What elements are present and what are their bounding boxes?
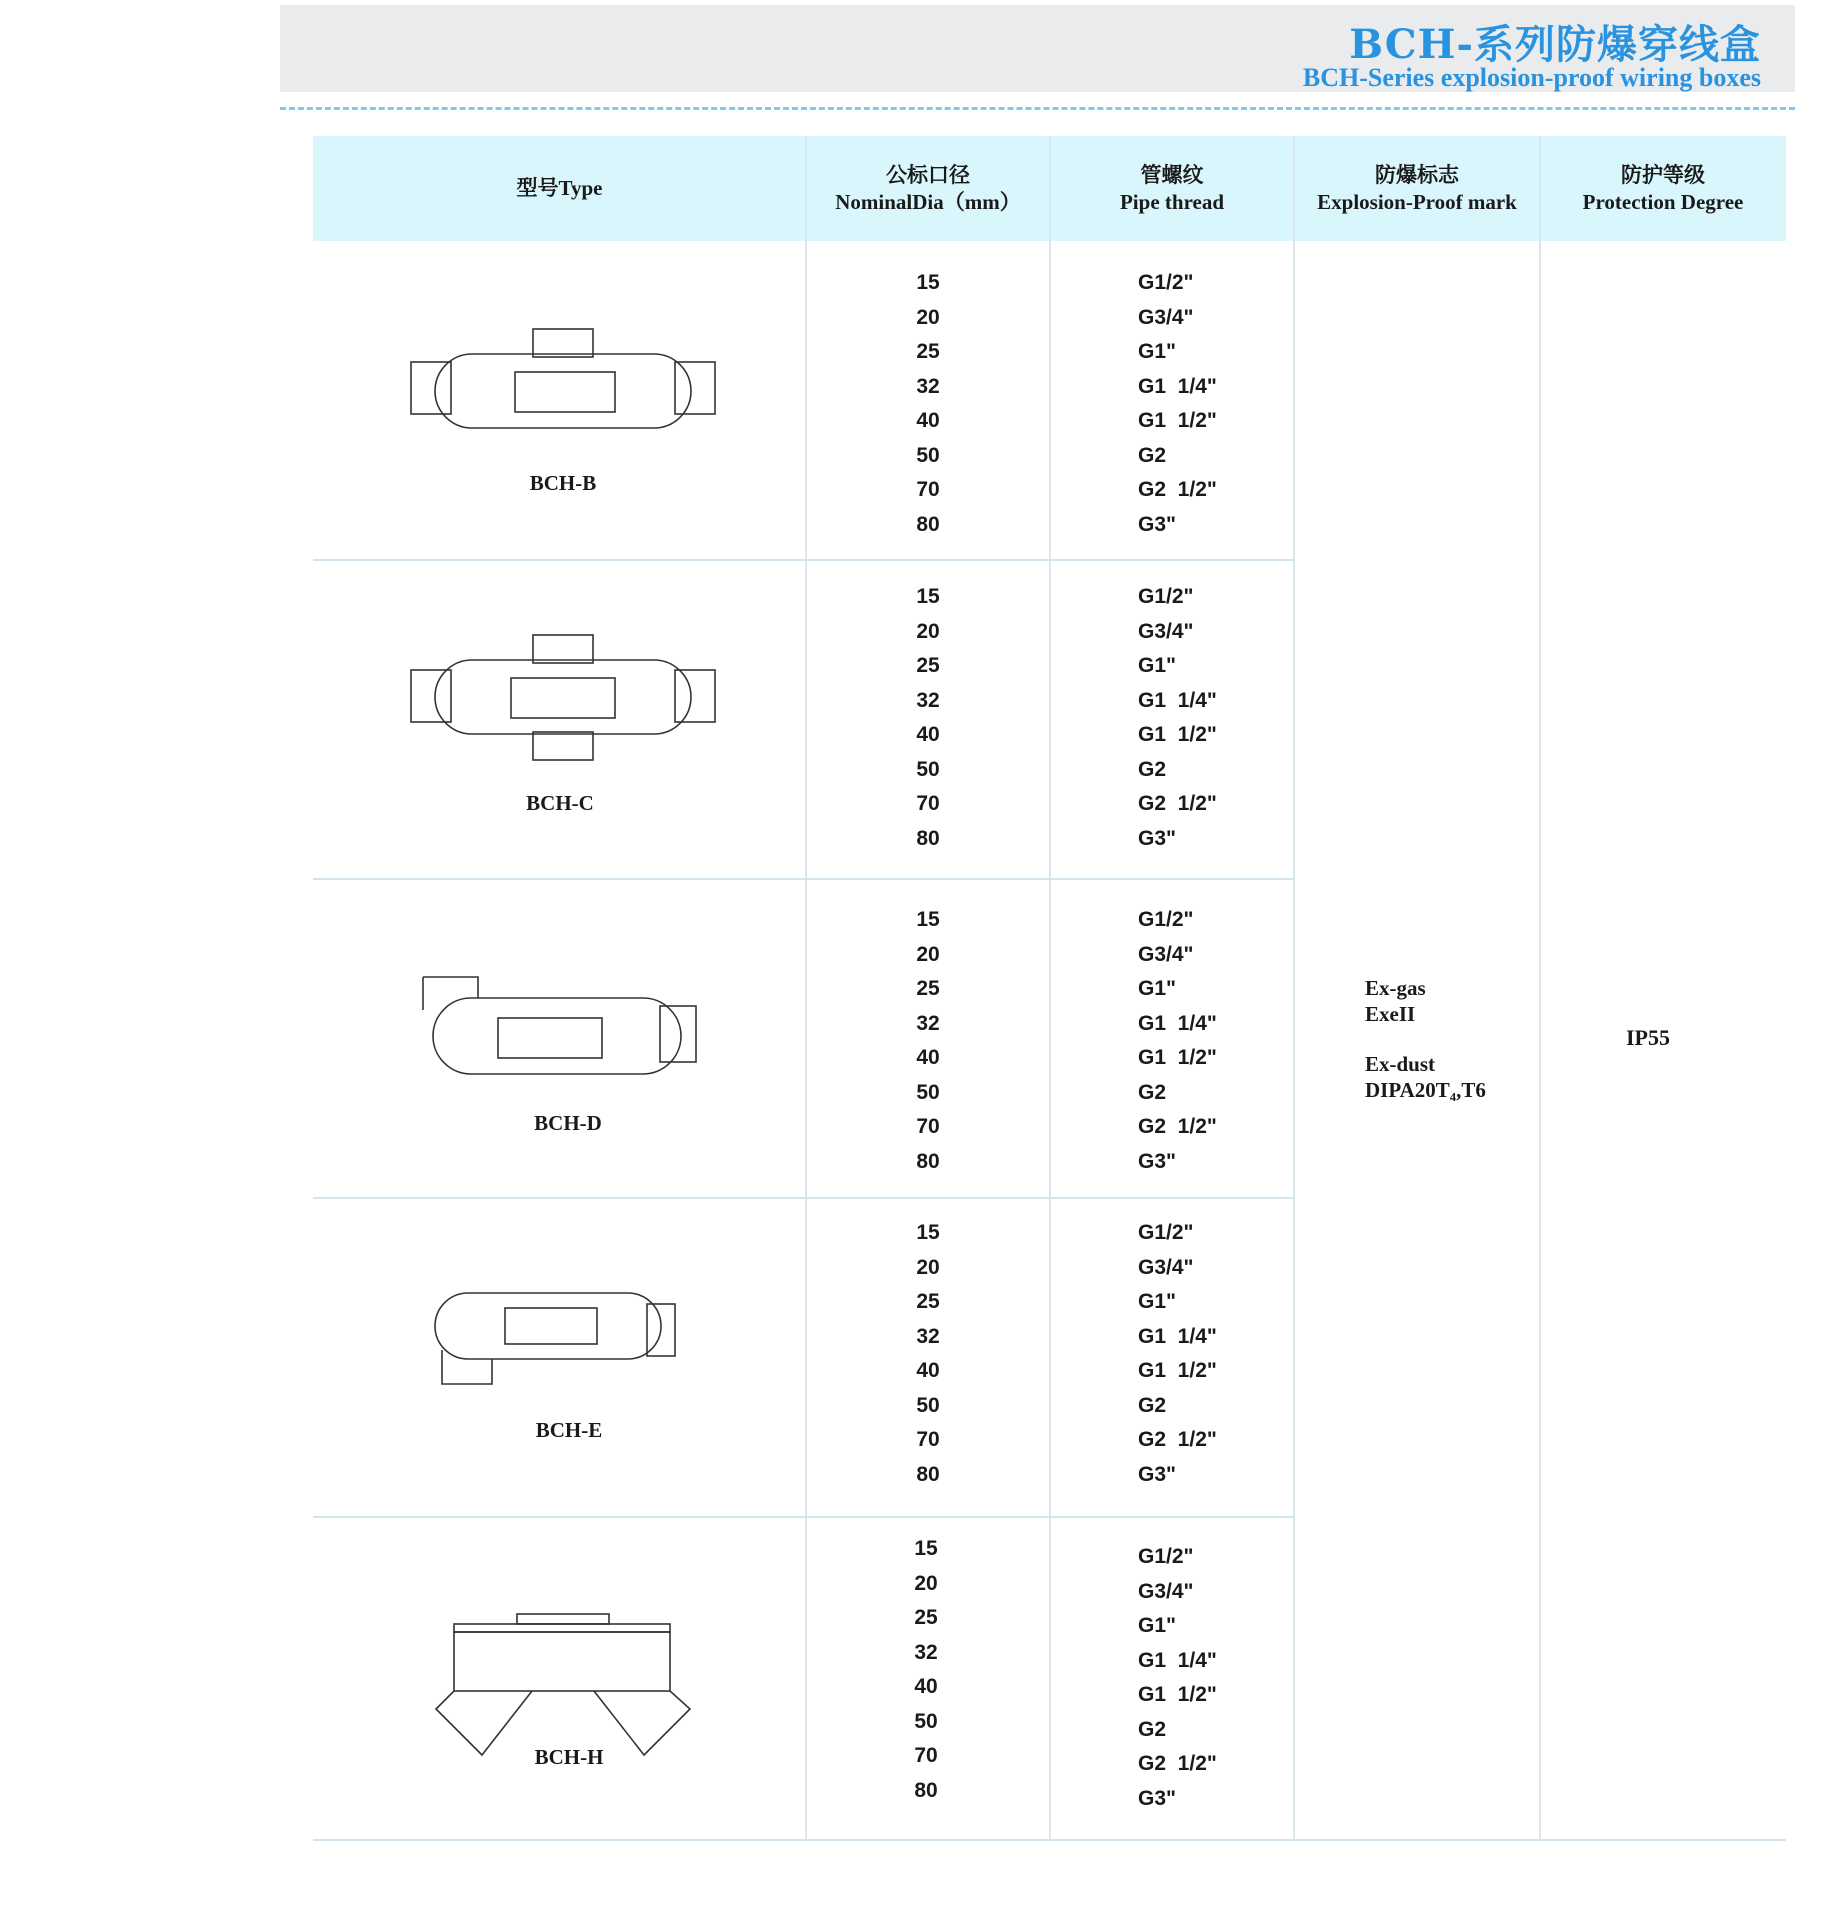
thread-value: G1" xyxy=(1138,1290,1176,1313)
header-nominal xyxy=(806,136,1050,241)
thread-value: G2 1/2" xyxy=(1138,1115,1217,1138)
header-type xyxy=(313,136,806,241)
diameter-value: 15 xyxy=(916,1221,940,1244)
row-divider xyxy=(313,1516,1295,1518)
diameter-value: 20 xyxy=(916,942,940,966)
dashed-divider xyxy=(280,107,1795,110)
diameter-value: 25 xyxy=(916,654,940,677)
diameter-value: 70 xyxy=(914,1744,938,1767)
title-banner xyxy=(280,5,1795,92)
bch-e-diagram xyxy=(432,1290,702,1400)
page-title: BCH-系列防爆穿线盒 xyxy=(1349,21,1761,68)
diameter-list xyxy=(873,266,983,542)
diameter-value: 80 xyxy=(916,1462,940,1486)
thread-value: G2 1/2" xyxy=(1138,478,1217,501)
diameter-value: 70 xyxy=(916,1115,940,1138)
protection-degree-value: IP55 xyxy=(1626,1025,1670,1050)
explosion-proof-mark xyxy=(1365,975,1535,1103)
mark-line: ExeII xyxy=(1365,1002,1416,1026)
grid-line xyxy=(1049,136,1051,1840)
thread-value: G3/4" xyxy=(1138,1255,1194,1279)
grid-line xyxy=(1293,136,1295,1840)
diameter-value: 32 xyxy=(916,374,940,398)
diameter-value: 25 xyxy=(916,1290,940,1313)
mark-line: Ex-gas xyxy=(1365,976,1426,1000)
thread-list xyxy=(1138,1216,1278,1492)
type-label-bch-h: BCH-H xyxy=(534,1745,604,1769)
grid-line xyxy=(1539,136,1541,1840)
table-bottom-line xyxy=(313,1839,1786,1841)
header-protection xyxy=(1540,136,1786,241)
diameter-value: 20 xyxy=(916,1255,940,1279)
header-thread-cn: 管螺纹 xyxy=(1140,162,1204,187)
thread-list xyxy=(1138,580,1278,856)
thread-value: G3" xyxy=(1138,1786,1176,1810)
thread-value: G1" xyxy=(1138,340,1176,363)
thread-value: G1" xyxy=(1138,654,1176,677)
header-nominal-en: NominalDia（mm） xyxy=(835,189,1021,214)
thread-list xyxy=(1138,903,1278,1179)
thread-value: G1/2" xyxy=(1138,585,1194,608)
header-mark-en: Explosion-Proof mark xyxy=(1317,189,1517,214)
diameter-value: 25 xyxy=(916,340,940,363)
thread-value: G1" xyxy=(1138,1614,1176,1637)
thread-value: G1 1/2" xyxy=(1138,1359,1217,1382)
diameter-value: 15 xyxy=(916,908,940,931)
row-divider xyxy=(313,878,1295,880)
diameter-value: 32 xyxy=(914,1640,938,1664)
bch-d-diagram xyxy=(420,974,710,1084)
diameter-value: 70 xyxy=(916,1428,940,1451)
thread-value: G2 1/2" xyxy=(1138,1752,1217,1775)
diameter-value: 15 xyxy=(916,585,940,608)
diameter-value: 15 xyxy=(914,1537,938,1560)
thread-value: G1 1/2" xyxy=(1138,723,1217,746)
diameter-value: 50 xyxy=(916,1080,940,1104)
row-divider xyxy=(313,559,1295,561)
thread-value: G3/4" xyxy=(1138,619,1194,643)
type-label-bch-e: BCH-E xyxy=(535,1418,603,1442)
thread-value: G2 xyxy=(1138,443,1167,467)
diameter-value: 40 xyxy=(914,1675,938,1698)
diameter-list xyxy=(873,903,983,1179)
thread-value: G3" xyxy=(1138,1462,1176,1486)
thread-value: G1" xyxy=(1138,977,1176,1000)
diameter-value: 40 xyxy=(916,1046,940,1069)
thread-value: G1/2" xyxy=(1138,271,1194,294)
diameter-list xyxy=(871,1532,981,1808)
diameter-value: 32 xyxy=(916,688,940,712)
diameter-value: 80 xyxy=(916,512,940,536)
header-type-label: 型号Type xyxy=(516,176,603,200)
header-mark xyxy=(1294,136,1540,241)
diameter-value: 25 xyxy=(916,977,940,1000)
thread-value: G3" xyxy=(1138,1149,1176,1173)
bch-b-diagram xyxy=(408,326,718,436)
thread-value: G1/2" xyxy=(1138,1545,1194,1568)
thread-value: G3/4" xyxy=(1138,305,1194,329)
type-label-bch-c: BCH-C xyxy=(526,791,594,815)
thread-value: G1/2" xyxy=(1138,908,1194,931)
diameter-value: 50 xyxy=(914,1709,938,1733)
header-protection-en: Protection Degree xyxy=(1582,189,1744,214)
header-nominal-cn: 公标口径 xyxy=(886,162,970,187)
diameter-value: 20 xyxy=(916,305,940,329)
thread-value: G2 1/2" xyxy=(1138,792,1217,815)
thread-value: G2 xyxy=(1138,757,1167,781)
diameter-list xyxy=(873,1216,983,1492)
thread-value: G1 1/4" xyxy=(1138,1324,1217,1348)
thread-list xyxy=(1138,1540,1278,1816)
thread-value: G1 1/4" xyxy=(1138,374,1217,398)
diameter-value: 40 xyxy=(916,723,940,746)
diameter-value: 50 xyxy=(916,443,940,467)
diameter-value: 40 xyxy=(916,1359,940,1382)
diameter-value: 25 xyxy=(914,1606,938,1629)
thread-value: G3" xyxy=(1138,512,1176,536)
diameter-value: 50 xyxy=(916,1393,940,1417)
type-label-bch-d: BCH-D xyxy=(534,1111,602,1135)
diameter-value: 70 xyxy=(916,792,940,815)
diameter-value: 20 xyxy=(914,1571,938,1595)
thread-value: G2 xyxy=(1138,1717,1167,1741)
thread-value: G1 1/4" xyxy=(1138,688,1217,712)
diameter-value: 32 xyxy=(916,1324,940,1348)
thread-value: G2 xyxy=(1138,1393,1167,1417)
thread-list xyxy=(1138,266,1278,542)
thread-value: G3/4" xyxy=(1138,942,1194,966)
diameter-value: 80 xyxy=(916,826,940,850)
thread-value: G2 1/2" xyxy=(1138,1428,1217,1451)
type-label-bch-b: BCH-B xyxy=(529,471,597,495)
diameter-value: 40 xyxy=(916,409,940,432)
diameter-value: 50 xyxy=(916,757,940,781)
header-mark-cn: 防爆标志 xyxy=(1375,162,1459,187)
grid-line xyxy=(805,136,807,1840)
thread-value: G1/2" xyxy=(1138,1221,1194,1244)
bch-c-diagram xyxy=(408,632,718,782)
mark-line: DIPA20T₄,T6 xyxy=(1365,1078,1486,1102)
row-divider xyxy=(313,1197,1295,1199)
page-subtitle: BCH-Series explosion-proof wiring boxes xyxy=(1302,63,1761,92)
diameter-value: 15 xyxy=(916,271,940,294)
thread-value: G3" xyxy=(1138,826,1176,850)
header-thread-en: Pipe thread xyxy=(1119,189,1225,214)
diameter-value: 70 xyxy=(916,478,940,501)
diameter-value: 80 xyxy=(914,1778,938,1802)
diameter-value: 20 xyxy=(916,619,940,643)
header-thread xyxy=(1050,136,1294,241)
thread-value: G1 1/4" xyxy=(1138,1011,1217,1035)
thread-value: G2 xyxy=(1138,1080,1167,1104)
thread-value: G1 1/2" xyxy=(1138,409,1217,432)
mark-line: Ex-dust xyxy=(1365,1052,1436,1076)
thread-value: G1 1/2" xyxy=(1138,1683,1217,1706)
bch-h-diagram xyxy=(434,1611,694,1751)
mark-spacer xyxy=(1365,1027,1535,1051)
thread-value: G3/4" xyxy=(1138,1579,1194,1603)
thread-value: G1 1/2" xyxy=(1138,1046,1217,1069)
header-protection-cn: 防护等级 xyxy=(1621,162,1705,187)
diameter-value: 80 xyxy=(916,1149,940,1173)
diameter-list xyxy=(873,580,983,856)
diameter-value: 32 xyxy=(916,1011,940,1035)
thread-value: G1 1/4" xyxy=(1138,1648,1217,1672)
